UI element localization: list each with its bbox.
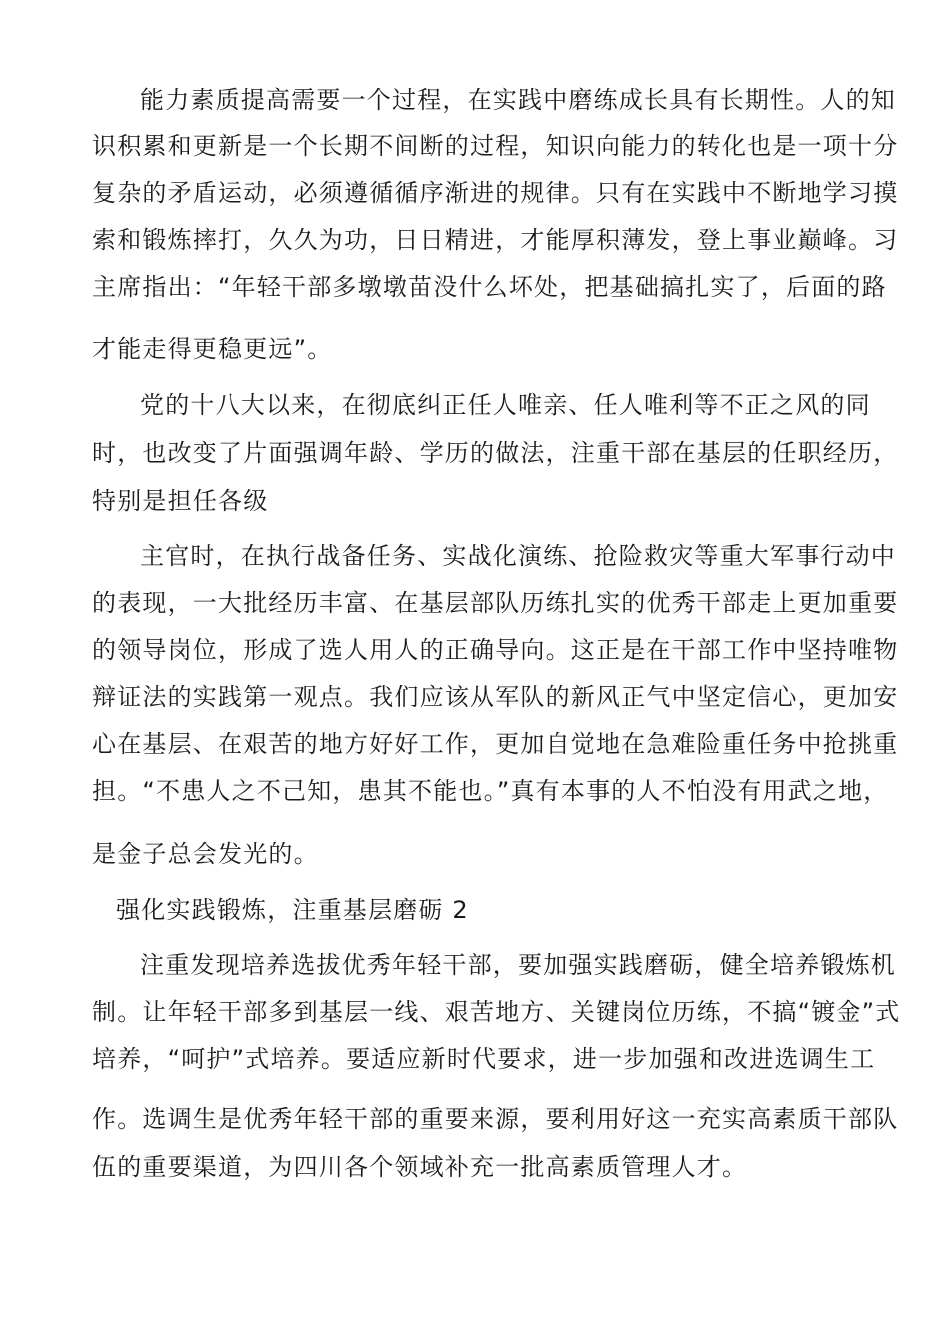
text-line: 制。让年轻干部多到基层一线、艰苦地方、关键岗位历练，不搞“镀金”式 <box>92 998 901 1026</box>
text-line: 主席指出：“年轻干部多墩墩苗没什么坏处，把基础搞扎实了，后面的路 <box>92 273 887 301</box>
text-line: 的领导岗位，形成了选人用人的正确导向。这正是在干部工作中坚持唯物 <box>92 636 899 664</box>
text-line: 辩证法的实践第一观点。我们应该从军队的新风正气中坚定信心，更加安 <box>92 683 899 711</box>
text-line: 心在基层、在艰苦的地方好好工作，更加自觉地在急难险重任务中抢挑重 <box>92 730 899 758</box>
text-line: 时，也改变了片面强调年龄、学历的做法，注重干部在基层的任职经历， <box>92 439 899 467</box>
text-line: 复杂的矛盾运动，必须遵循循序渐进的规律。只有在实践中不断地学习摸 <box>92 179 899 207</box>
text-line: 注重发现培养选拔优秀年轻干部，要加强实践磨砺，健全培养锻炼机 <box>140 951 896 979</box>
text-line: 党的十八大以来，在彻底纠正任人唯亲、任人唯利等不正之风的同 <box>140 391 871 419</box>
text-line: 主官时，在执行战备任务、实战化演练、抢险救灾等重大军事行动中 <box>140 542 896 570</box>
text-line: 索和锻炼摔打，久久为功，日日精进，才能厚积薄发，登上事业巅峰。习 <box>92 226 899 254</box>
text-line: 担。“不患人之不己知，患其不能也。”真有本事的人不怕没有用武之地， <box>92 777 889 805</box>
text-line: 作。选调生是优秀年轻干部的重要来源，要利用好这一充实高素质干部队 <box>92 1105 899 1133</box>
text-line: 是金子总会发光的。 <box>92 840 319 868</box>
section-heading: 强化实践锻炼，注重基层磨砺 2 <box>116 896 469 924</box>
text-line: 特别是担任各级 <box>92 487 269 515</box>
text-line: 能力素质提高需要一个过程，在实践中磨练成长具有长期性。人的知 <box>140 86 896 114</box>
text-line: 才能走得更稳更远”。 <box>92 335 333 363</box>
text-line: 的表现，一大批经历丰富、在基层部队历练扎实的优秀干部走上更加重要 <box>92 589 899 617</box>
text-line: 培养，“呵护”式培养。要适应新时代要求，进一步加强和改进选调生工 <box>92 1045 876 1073</box>
text-line: 伍的重要渠道，为四川各个领域补充一批高素质管理人才。 <box>92 1153 748 1181</box>
text-line: 识积累和更新是一个长期不间断的过程，知识向能力的转化也是一项十分 <box>92 132 899 160</box>
